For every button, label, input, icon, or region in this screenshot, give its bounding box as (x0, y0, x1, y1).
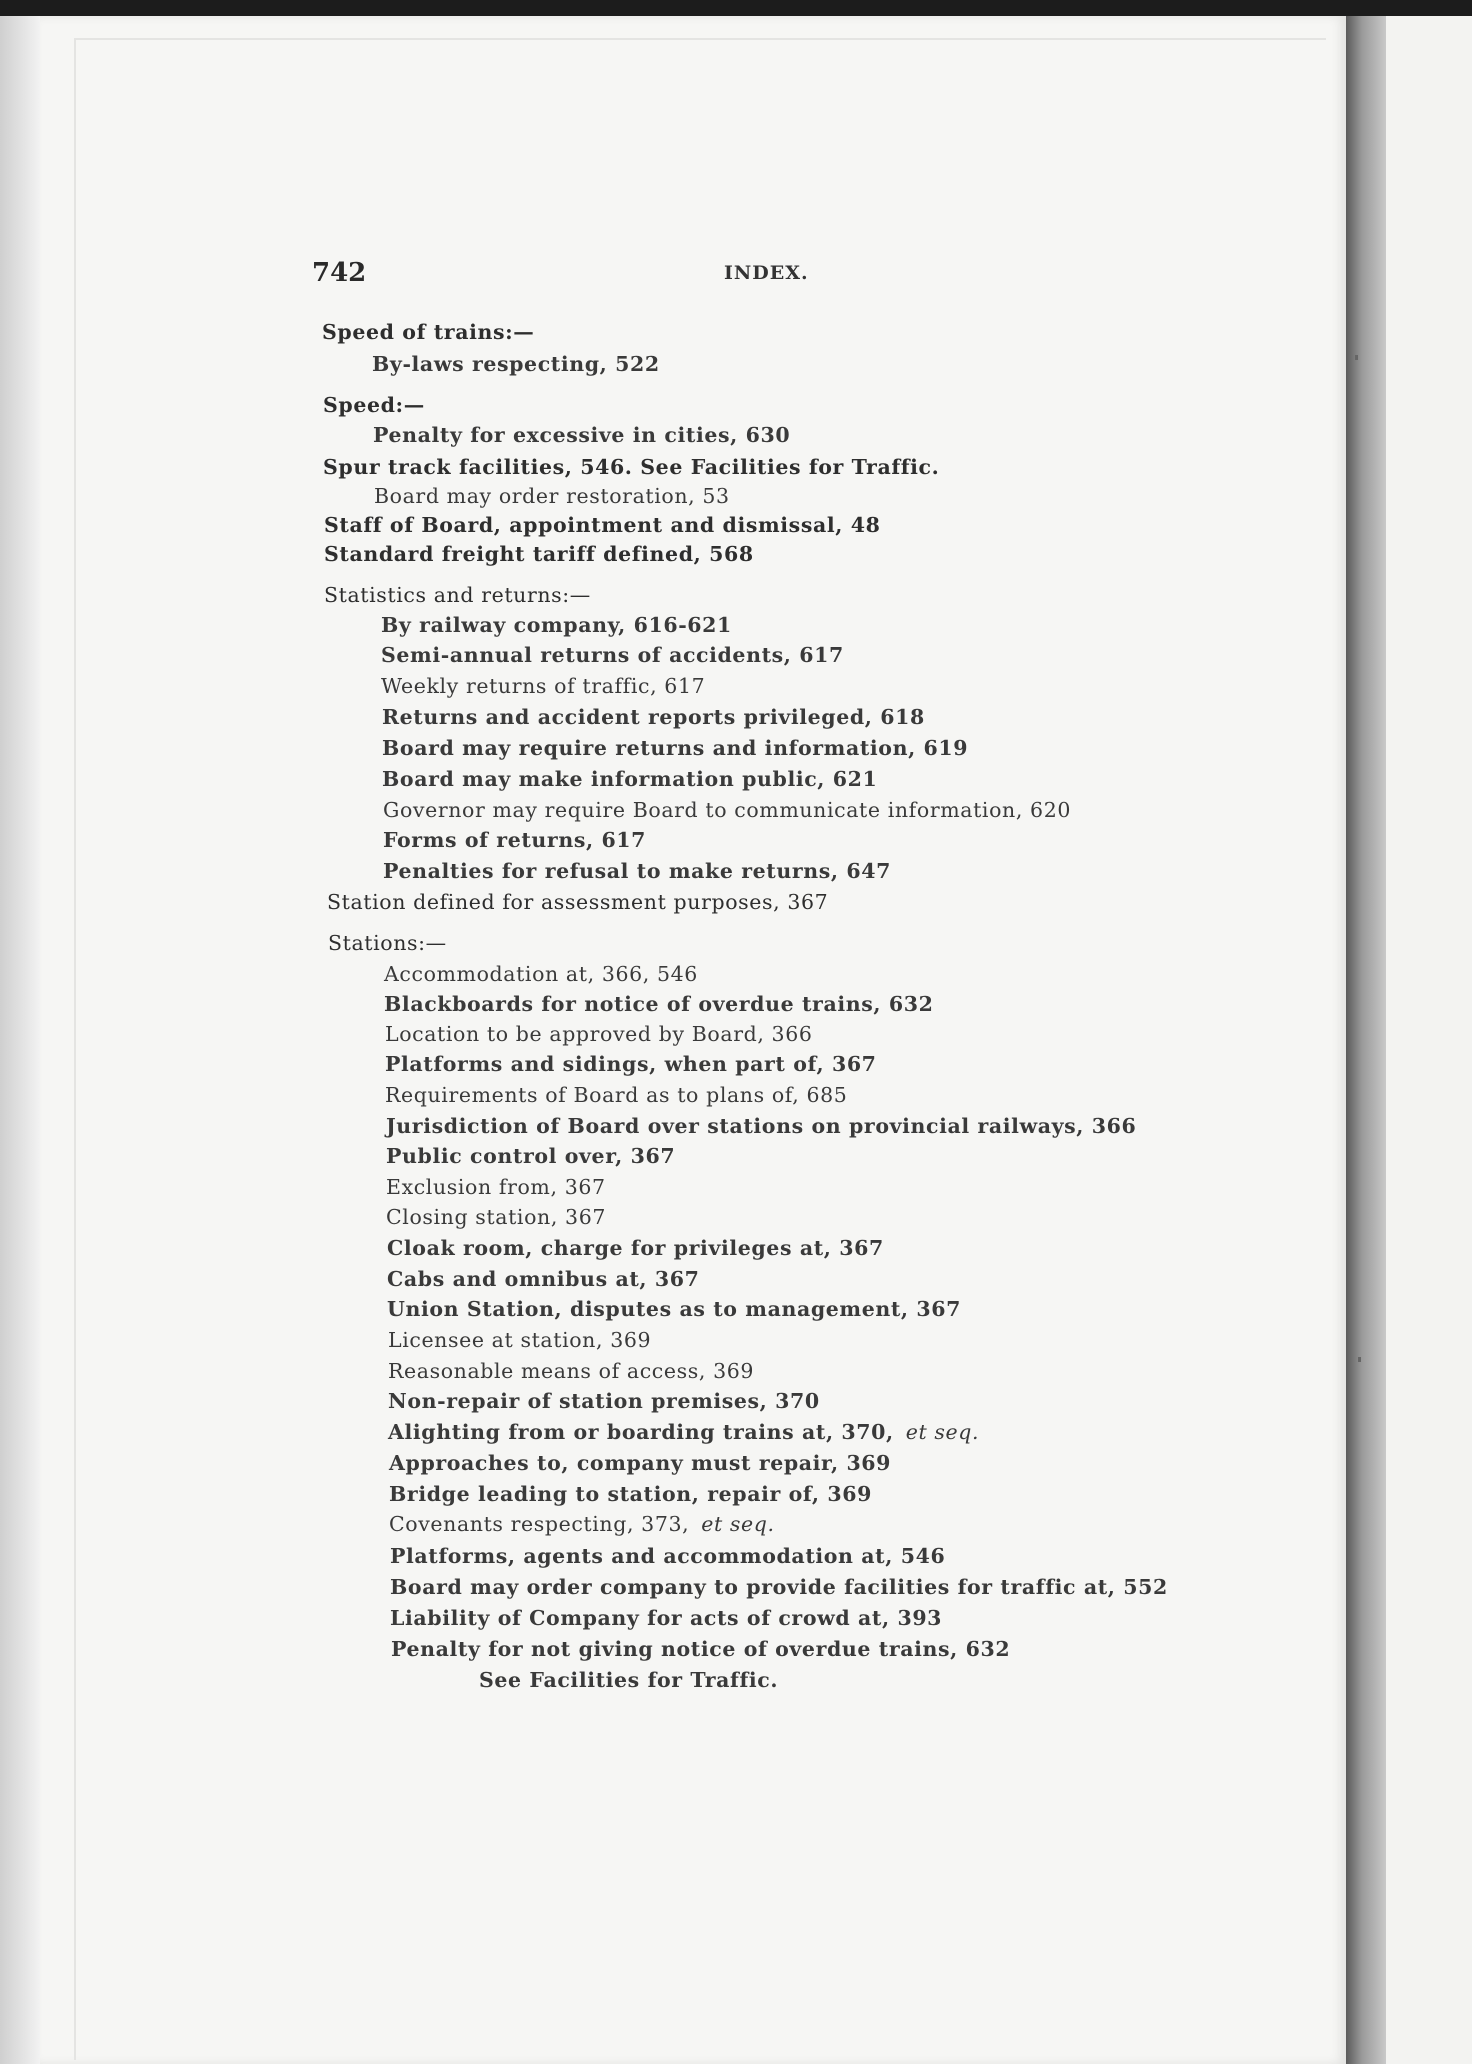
index-entry-text: Statistics and returns:— (324, 583, 591, 607)
index-entry-italic: et seq. (905, 1420, 980, 1444)
index-entry (381, 643, 844, 667)
index-entry (385, 1052, 877, 1076)
index-entry (387, 1236, 884, 1260)
index-entry-text: Location to be approved by Board, 366 (385, 1022, 813, 1046)
index-entry-text: Forms of returns, 617 (383, 828, 647, 852)
book-gutter (1346, 16, 1386, 2064)
index-entry-text: Platforms and sidings, when part of, 367 (385, 1052, 877, 1076)
index-entry (383, 828, 646, 852)
index-entry (381, 674, 705, 698)
index-entry-text: Board may make information public, 621 (382, 767, 878, 791)
index-entry (388, 1359, 754, 1383)
index-entry (387, 1267, 699, 1291)
index-entry (388, 1420, 979, 1444)
index-entry-text: Weekly returns of traffic, 617 (381, 674, 706, 698)
index-entry (323, 393, 425, 417)
index-entry (374, 484, 730, 508)
index-entry-text: Board may require returns and information, 619 (382, 736, 969, 760)
index-entry (323, 455, 939, 479)
index-entry-text: Stations:— (328, 931, 447, 955)
index-entry (388, 1328, 651, 1352)
index-entry (382, 767, 877, 791)
index-entry-text: Requirements of Board as to plans of, 685 (385, 1083, 848, 1107)
index-entry (387, 1297, 961, 1321)
index-entry-text: Covenants respecting, 373, (389, 1512, 690, 1536)
facing-page-edge (1386, 16, 1472, 2064)
index-entry (389, 1512, 775, 1536)
index-entry (381, 613, 732, 637)
index-entry-text: Accommodation at, 366, 546 (384, 962, 698, 986)
index-entry (382, 705, 925, 729)
page-header (312, 258, 812, 298)
index-entry-text: Non-repair of station premises, 370 (388, 1389, 820, 1413)
index-entry-text: Standard freight tariff defined, 568 (324, 542, 754, 566)
index-entry (382, 736, 968, 760)
index-entry (324, 542, 754, 566)
index-entry (389, 1482, 872, 1506)
index-entry-text: Alighting from or boarding trains at, 370, (388, 1420, 894, 1444)
index-entry (391, 1637, 1010, 1661)
index-entry-text: Union Station, disputes as to management, 367 (387, 1297, 961, 1321)
index-entry-text: Approaches to, company must repair, 369 (389, 1451, 892, 1475)
index-entry-text: Public control over, 367 (386, 1144, 676, 1168)
index-entry-text: See Facilities for Traffic. (479, 1668, 779, 1692)
index-entry (390, 1606, 942, 1630)
index-entry-text: By railway company, 616-621 (381, 613, 732, 637)
index-entry (386, 1175, 606, 1199)
index-entry-text: Penalty for excessive in cities, 630 (373, 423, 791, 447)
index-entry (385, 1022, 812, 1046)
scan-top-band (0, 0, 1472, 16)
left-page-fold (0, 16, 40, 2064)
index-entry-text: Platforms, agents and accommodation at, 546 (390, 1544, 946, 1568)
index-entry-text: Governor may require Board to communicate information, 620 (383, 798, 1071, 822)
index-entry-text: Bridge leading to station, repair of, 369 (389, 1482, 872, 1506)
index-entry (388, 1389, 820, 1413)
index-entry (386, 1114, 1136, 1138)
index-entry (384, 962, 698, 986)
index-entry-text: Jurisdiction of Board over stations on provincial railways, 366 (386, 1114, 1137, 1138)
index-entry (390, 1575, 1168, 1599)
index-entry (373, 423, 790, 447)
running-head: INDEX. (724, 262, 809, 284)
index-entry-text: Board may order restoration, 53 (374, 484, 730, 508)
index-entry (386, 1144, 675, 1168)
index-entry (389, 1451, 891, 1475)
scan-speck (1358, 1357, 1361, 1362)
index-entry-text: Staff of Board, appointment and dismissal, 48 (324, 513, 881, 537)
index-entry (324, 513, 880, 537)
index-entry (372, 352, 660, 376)
index-entry (328, 931, 447, 955)
index-entry-text: Speed:— (323, 393, 425, 417)
index-entry-text: Cabs and omnibus at, 367 (387, 1267, 700, 1291)
index-entry-text: Reasonable means of access, 369 (388, 1359, 754, 1383)
index-entry-text: By-laws respecting, 522 (372, 352, 660, 376)
index-entry-text: Penalty for not giving notice of overdue trains, 632 (391, 1637, 1011, 1661)
index-entry-text: Speed of trains:— (322, 320, 535, 344)
index-entry-text: Returns and accident reports privileged, 618 (382, 705, 925, 729)
index-entry-text: Semi-annual returns of accidents, 617 (381, 643, 844, 667)
index-entry-text: Licensee at station, 369 (388, 1328, 652, 1352)
index-entry (390, 1544, 945, 1568)
index-entry-text: Penalties for refusal to make returns, 647 (383, 859, 891, 883)
index-entry (386, 1205, 606, 1229)
index-entry (322, 320, 534, 344)
index-entry-text: Blackboards for notice of overdue trains, 632 (384, 992, 934, 1016)
index-entry (385, 1083, 847, 1107)
index-entry-text: Spur track facilities, 546. See Facilities for Traffic. (323, 455, 940, 479)
index-entry-text: Liability of Company for acts of crowd at, 393 (390, 1606, 943, 1630)
index-entry (383, 798, 1071, 822)
index-entry-text: Cloak room, charge for privileges at, 367 (387, 1236, 884, 1260)
page-inner-border (74, 38, 1326, 2060)
index-entry (324, 583, 591, 607)
index-entry-italic: et seq. (701, 1512, 775, 1536)
scan-speck (1355, 355, 1358, 360)
index-entry (327, 890, 828, 914)
index-entry-text: Exclusion from, 367 (386, 1175, 606, 1199)
index-entry-text: Station defined for assessment purposes, 367 (327, 890, 829, 914)
index-entry-text: Closing station, 367 (386, 1205, 606, 1229)
index-entry (479, 1668, 778, 1692)
index-entry (384, 992, 933, 1016)
page-number: 742 (312, 258, 367, 288)
index-entry-text: Board may order company to provide facilities for traffic at, 552 (390, 1575, 1168, 1599)
index-entry (383, 859, 891, 883)
